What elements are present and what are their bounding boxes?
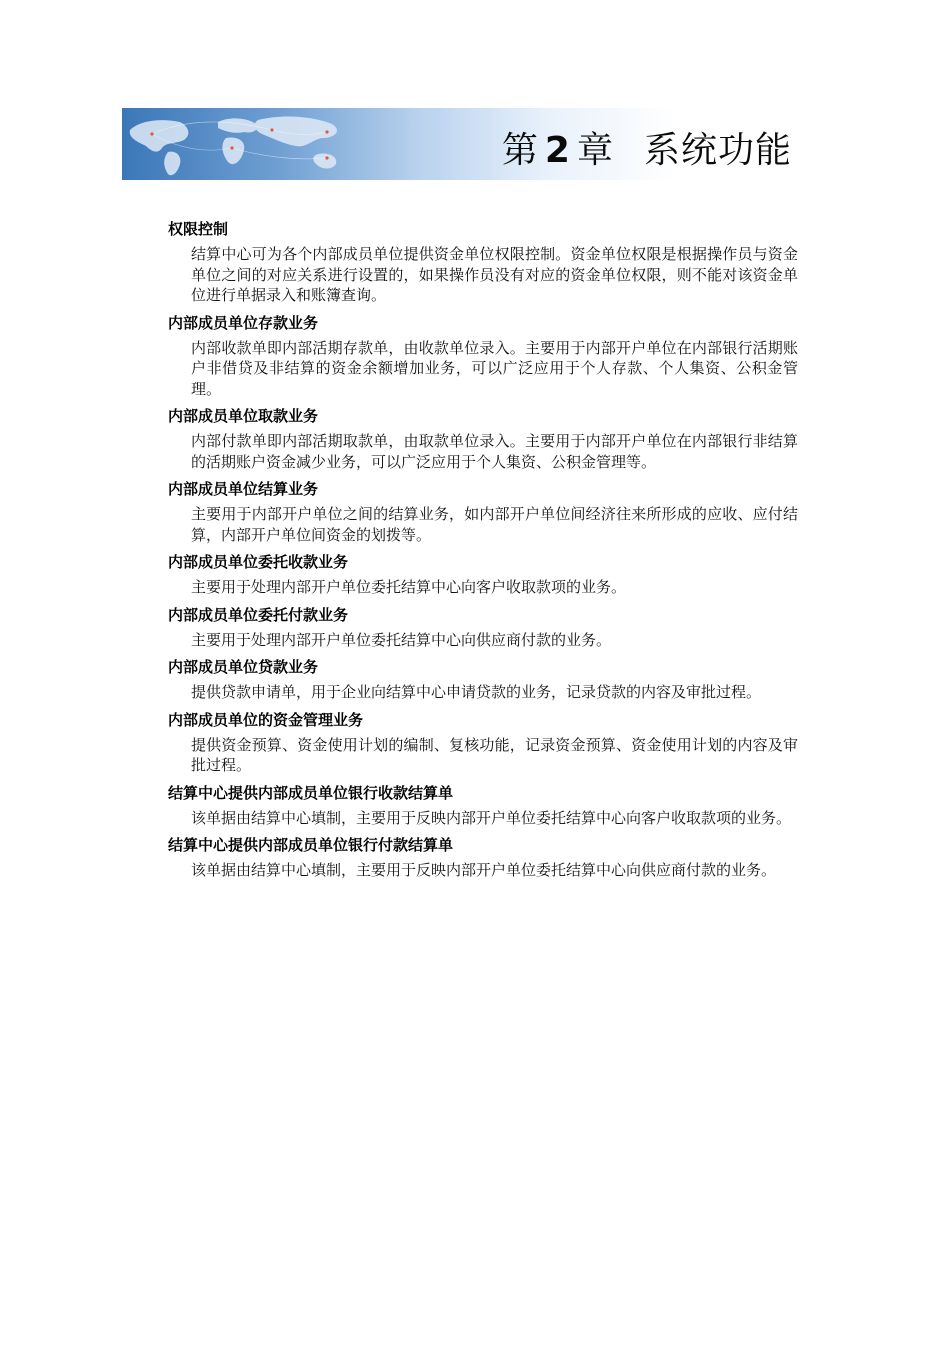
section-body: 内部收款单即内部活期存款单，由收款单位录入。主要用于内部开户单位在内部银行活期账户非借贷及非结算的资金余额增加业务，可以广泛应用于个人存款、个人集资、公积金管理。 [191,338,798,398]
section-heading: 权限控制 [168,220,229,238]
section-entrusted-payment [168,604,798,651]
section-body: 结算中心可为各个内部成员单位提供资金单位权限控制。资金单位权限是根据操作员与资金单位之间的对应关系进行设置的，如果操作员没有对应的资金单位权限，则不能对该资金单位进行单据录入和账簿查询。 [191,245,798,304]
section-heading: 内部成员单位取款业务 [168,407,319,425]
section-heading: 内部成员单位委托收款业务 [168,553,349,571]
chapter-number: 2 [544,130,571,171]
section-heading: 内部成员单位存款业务 [168,313,319,332]
chapter-banner [122,108,830,180]
section-bank-receipt-statement [168,782,798,829]
section-body: 该单据由结算中心填制，主要用于反映内部开户单位委托结算中心向客户收取款项的业务。 [191,808,792,827]
section-body: 提供资金预算、资金使用计划的编制、复核功能，记录资金预算、资金使用计划的内容及审批过程。 [191,735,798,774]
section-body: 主要用于处理内部开户单位委托结算中心向客户收取款项的业务。 [191,578,627,596]
section-heading: 结算中心提供内部成员单位银行收款结算单 [168,783,454,802]
section-body: 提供贷款申请单，用于企业向结算中心申请贷款的业务，记录贷款的内容及审批过程。 [191,683,762,701]
section-list [168,218,798,887]
section-fund-management [168,709,798,776]
section-heading: 内部成员单位贷款业务 [168,658,319,676]
chapter-suffix: 章 [576,130,614,171]
section-body: 内部付款单即内部活期取款单，由取款单位录入。主要用于内部开户单位在内部银行非结算的活期账户资金减少业务，可以广泛应用于个人集资、公积金管理等。 [191,432,798,471]
section-withdrawal [168,405,798,472]
section-entrusted-collection [168,551,798,598]
section-permission-control [168,218,798,306]
chapter-name: 系统功能 [643,130,792,171]
world-map-icon [122,108,382,180]
section-heading: 内部成员单位委托付款业务 [168,605,349,624]
section-bank-payment-statement [168,834,798,881]
section-loan [168,656,798,703]
section-body: 该单据由结算中心填制，主要用于反映内部开户单位委托结算中心向供应商付款的业务。 [191,861,777,879]
section-body: 主要用于内部开户单位之间的结算业务，如内部开户单位间经济往来所形成的应收、应付结算，内部开户单位间资金的划拨等。 [191,505,798,544]
section-heading: 结算中心提供内部成员单位银行付款结算单 [168,836,454,854]
section-settlement [168,478,798,545]
chapter-title [502,122,792,173]
chapter-prefix: 第 [501,130,539,171]
section-deposit [168,312,798,400]
section-heading: 内部成员单位结算业务 [168,480,319,498]
section-heading: 内部成员单位的资金管理业务 [168,710,364,729]
section-body: 主要用于处理内部开户单位委托结算中心向供应商付款的业务。 [191,630,612,649]
